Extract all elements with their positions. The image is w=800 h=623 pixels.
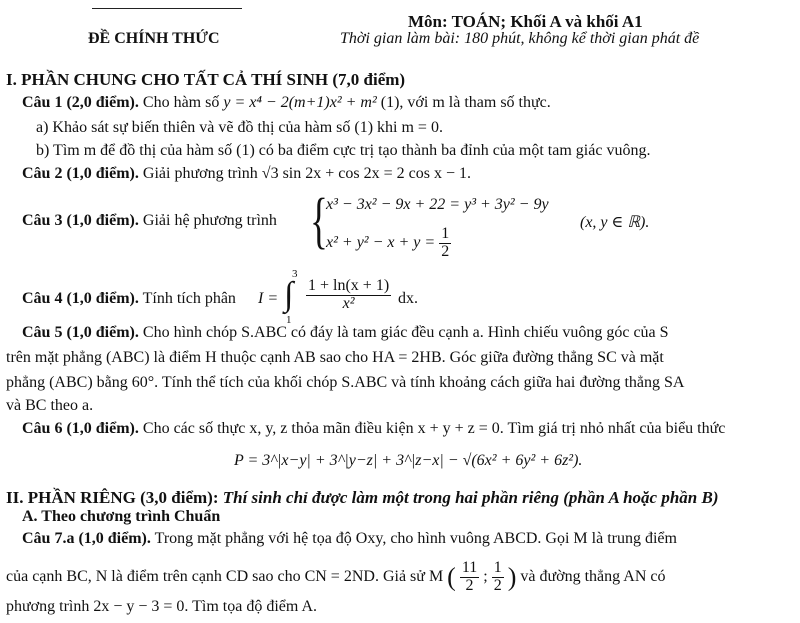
question-7a-line-1 [22,530,677,548]
q1-part-b: b) Tìm m để đồ thị của hàm số (1) có ba điểm cực trị tạo thành ba đỉnh của một tam giác vuông. [36,142,651,159]
question-2 [22,165,471,183]
q7a-line1: Trong mặt phẳng với hệ tọa độ Oxy, cho hình vuông ABCD. Gọi M là trung điểm [154,530,677,547]
left-paren-icon: ( [447,562,456,592]
time-line: Thời gian làm bài: 180 phút, không kể thời gian phát đề [340,30,700,47]
q5-label: Câu 5 (1,0 điểm). [22,324,139,341]
q6-label: Câu 6 (1,0 điểm). [22,420,139,437]
question-7a-line-2 [6,560,665,595]
q7a-m-x [460,560,479,595]
q2-label: Câu 2 (1,0 điểm). [22,165,139,182]
q1-part-a: a) Khảo sát sự biến thiên và vẽ đồ thị của hàm số (1) khi m = 0. [36,119,443,136]
q7a-m-x-den: 2 [465,576,474,594]
question-7a-line-3: phương trình 2x − y − 3 = 0. Tìm tọa độ điểm A. [6,598,318,615]
q4-label: Câu 4 (1,0 điểm). [22,290,139,307]
q1-tail: (1), với m là tham số thực. [380,94,551,111]
integral-sign-icon: ∫ [284,276,294,313]
section-a-title: A. Theo chương trình Chuẩn [22,508,221,525]
official-label: ĐỀ CHÍNH THỨC [88,30,220,47]
question-5-line-2: trên mặt phẳng (ABC) là điểm H thuộc cạnh AB sao cho HA = 2HB. Góc giữa đường thẳng SC và mặt [6,349,664,366]
question-5-line-1 [22,324,669,342]
part2-note: Thí sinh chỉ được làm một trong hai phần riêng (phần A hoặc phần B) [222,488,719,507]
q3-eq2-fraction [439,226,451,261]
q3-label: Câu 3 (1,0 điểm). [22,212,139,229]
question-4 [22,290,236,308]
question-5-line-4: và BC theo a. [6,397,94,414]
part1-title: I. PHẦN CHUNG CHO TẤT CẢ THÍ SINH (7,0 điểm) [6,70,406,89]
q4-dx: dx. [398,290,418,307]
q1-text: Cho hàm số [142,94,220,111]
q1-label: Câu 1 (2,0 điểm). [22,94,139,111]
q4-integrand [306,278,391,313]
q4-fraction [306,278,391,313]
q7a-line2-pre: của cạnh BC, N là điểm trên cạnh CD sao cho CN = 2ND. Giả sử M [6,567,444,585]
q3-equation-1: x³ − 3x² − 9x + 22 = y³ + 3y² − 9y [326,196,549,213]
q3-domain: (x, y ∈ ℝ). [580,214,650,231]
q7a-m-x-num: 11 [461,559,478,576]
q4-upper-bound: 3 [292,268,298,280]
header-rule [92,8,242,9]
q4-text: Tính tích phân [142,290,236,307]
q6-formula: P = 3^|x−y| + 3^|y−z| + 3^|z−x| − √(6x² + 6y² + 6z²). [234,452,583,469]
q3-text: Giải hệ phương trình [142,212,277,229]
right-paren-icon: ) [507,562,517,592]
question-1 [22,94,551,112]
question-3-intro [22,212,277,230]
q3-equation-2 [326,226,451,261]
q7a-line2-post: và đường thẳng AN có [520,567,666,585]
q3-eq2-left: x² + y² − x + y = [326,233,436,251]
q1-formula: y = x⁴ − 2(m+1)x² + m² [223,94,377,111]
part2-title: II. PHẦN RIÊNG (3,0 điểm): [6,488,219,507]
q5-line1: Cho hình chóp S.ABC có đáy là tam giác đều cạnh a. Hình chiếu vuông góc của S [142,324,669,341]
q7a-label: Câu 7.a (1,0 điểm). [22,530,151,547]
q4-den: x² [342,294,355,312]
part2-heading [6,488,719,508]
q6-text: Cho các số thực x, y, z thỏa mãn điều kiện x + y + z = 0. Tìm giá trị nhỏ nhất của biểu thức [142,420,726,437]
q4-lower-bound: 1 [286,314,292,326]
question-5-line-3: phẳng (ABC) bằng 60°. Tính thể tích của khối chóp S.ABC và tính khoảng cách giữa hai đường thẳng SA [6,374,685,391]
q2-text: Giải phương trình √3 sin 2x + cos 2x = 2 cos x − 1. [142,165,471,182]
q3-eq2-num: 1 [441,225,450,242]
q3-system-brace: { [309,187,328,255]
q7a-m-y [492,560,504,595]
q7a-m-y-num: 1 [493,559,502,576]
q4-num: 1 + ln(x + 1) [308,277,390,294]
q4-I: I = [258,290,279,307]
q3-eq2-den: 2 [441,242,450,260]
q7a-separator: ; [483,567,488,585]
subject-line: Môn: TOÁN; Khối A và khối A1 [408,12,643,31]
question-6 [22,420,725,438]
q7a-m-y-den: 2 [493,576,502,594]
